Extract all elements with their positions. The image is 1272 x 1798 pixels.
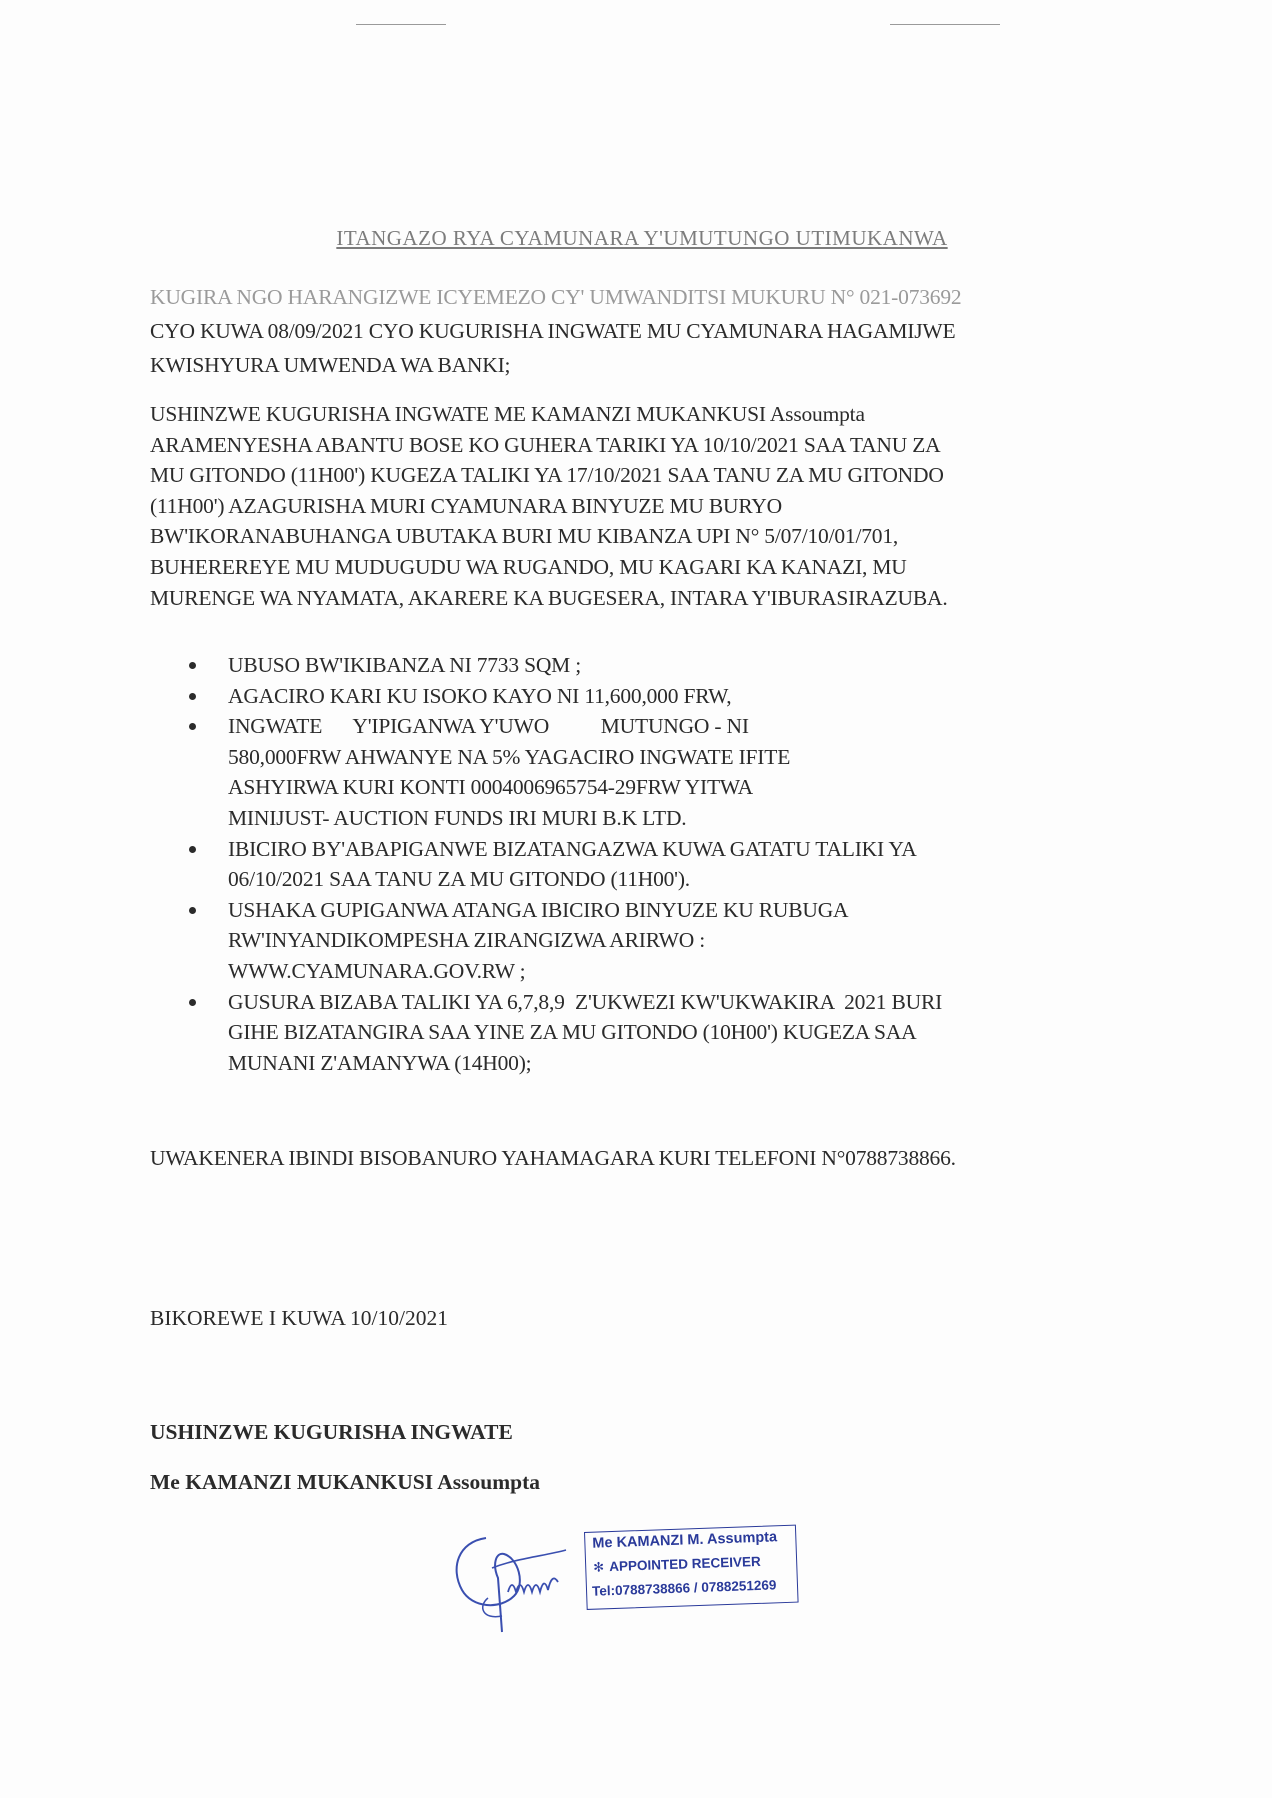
list-item-line: RW'INYANDIKOMPESHA ZIRANGIZWA ARIRWO : bbox=[228, 928, 706, 953]
main-line: (11H00') AZAGURISHA MURI CYAMUNARA BINYUZE MU BURYO bbox=[150, 493, 782, 518]
list-item bbox=[186, 895, 1106, 987]
emblem-icon: ✻ bbox=[592, 1559, 605, 1575]
list-item-line: GUSURA BIZABA TALIKI YA 6,7,8,9 Z'UKWEZI KW'UKWAKIRA 2021 BURI bbox=[228, 989, 943, 1014]
top-rule-right bbox=[890, 24, 1000, 25]
main-line: USHINZWE KUGURISHA INGWATE ME KAMANZI MUKANKUSI Assoumpta bbox=[150, 402, 865, 426]
bullet-icon bbox=[189, 723, 196, 730]
details-list bbox=[186, 650, 1106, 1078]
bullet-icon bbox=[189, 662, 196, 669]
list-item-line: WWW.CYAMUNARA.GOV.RW ; bbox=[228, 958, 526, 983]
top-rule-left bbox=[356, 24, 446, 25]
list-item-line: IBICIRO BY'ABAPIGANWE BIZATANGAZWA KUWA GATATU TALIKI YA bbox=[228, 836, 917, 861]
main-line: MU GITONDO (11H00') KUGEZA TALIKI YA 17/10/2021 SAA TANU ZA MU GITONDO bbox=[150, 463, 944, 488]
bullet-icon bbox=[189, 999, 196, 1006]
list-item-line: MINIJUST- AUCTION FUNDS IRI MURI B.K LTD. bbox=[228, 805, 687, 830]
list-item bbox=[186, 681, 1106, 712]
list-item bbox=[186, 987, 1106, 1079]
main-line: ARAMENYESHA ABANTU BOSE KO GUHERA TARIKI YA 10/10/2021 SAA TANU ZA bbox=[150, 432, 941, 457]
main-line: BW'IKORANABUHANGA UBUTAKA BURI MU KIBANZA UPI N° 5/07/10/01/701, bbox=[150, 524, 899, 549]
main-paragraph bbox=[150, 399, 1110, 613]
list-item-line: INGWATE Y'IPIGANWA Y'UWO MUTUNGO - NI bbox=[228, 714, 749, 739]
intro-line: CYO KUWA 08/09/2021 CYO KUGURISHA INGWATE MU CYAMUNARA HAGAMIJWE bbox=[150, 319, 956, 343]
main-line: BUHEREREYE MU MUDUGUDU WA RUGANDO, MU KAGARI KA KANAZI, MU bbox=[150, 554, 907, 579]
list-item-line: MUNANI Z'AMANYWA (14H00); bbox=[228, 1050, 532, 1075]
stamp-title: APPOINTED RECEIVER bbox=[608, 1553, 761, 1575]
stamp-phone: Tel:0788738866 / 0788251269 bbox=[591, 1577, 777, 1599]
signatory-name: Me KAMANZI MUKANKUSI Assoumpta bbox=[150, 1470, 540, 1494]
list-item bbox=[186, 834, 1106, 895]
bullet-icon bbox=[189, 846, 196, 853]
receiver-stamp bbox=[584, 1525, 799, 1610]
date-line: BIKOREWE I KUWA 10/10/2021 bbox=[150, 1306, 448, 1330]
intro-paragraph bbox=[150, 280, 1110, 382]
list-item bbox=[186, 650, 1106, 681]
bullet-icon bbox=[189, 693, 196, 700]
stamp-name: Me KAMANZI M. Assumpta bbox=[592, 1529, 778, 1552]
list-item-line: AGACIRO KARI KU ISOKO KAYO NI 11,600,000 FRW, bbox=[228, 683, 732, 708]
contact-line: UWAKENERA IBINDI BISOBANURO YAHAMAGARA KURI TELEFONI N°0788738866. bbox=[150, 1146, 956, 1170]
bullet-icon bbox=[189, 907, 196, 914]
list-item bbox=[186, 711, 1106, 833]
main-line: MURENGE WA NYAMATA, AKARERE KA BUGESERA, INTARA Y'IBURASIRAZUBA. bbox=[150, 585, 948, 610]
list-item-line: USHAKA GUPIGANWA ATANGA IBICIRO BINYUZE KU RUBUGA bbox=[228, 897, 849, 922]
list-item-line: 06/10/2021 SAA TANU ZA MU GITONDO (11H00'). bbox=[228, 867, 690, 892]
list-item-line: UBUSO BW'IKIBANZA NI 7733 SQM ; bbox=[228, 653, 582, 677]
signatory-role: USHINZWE KUGURISHA INGWATE bbox=[150, 1420, 513, 1444]
document-title: ITANGAZO RYA CYAMUNARA Y'UMUTUNGO UTIMUKANWA bbox=[336, 226, 948, 250]
list-item-line: 580,000FRW AHWANYE NA 5% YAGACIRO INGWATE IFITE bbox=[228, 744, 791, 769]
list-item-line: ASHYIRWA KURI KONTI 0004006965754-29FRW YITWA bbox=[228, 775, 753, 800]
list-item-line: GIHE BIZATANGIRA SAA YINE ZA MU GITONDO (10H00') KUGEZA SAA bbox=[228, 1020, 917, 1045]
intro-line: KWISHYURA UMWENDA WA BANKI; bbox=[150, 353, 511, 377]
intro-line: KUGIRA NGO HARANGIZWE ICYEMEZO CY' UMWANDITSI MUKURU N° 021-073692 bbox=[150, 285, 962, 309]
